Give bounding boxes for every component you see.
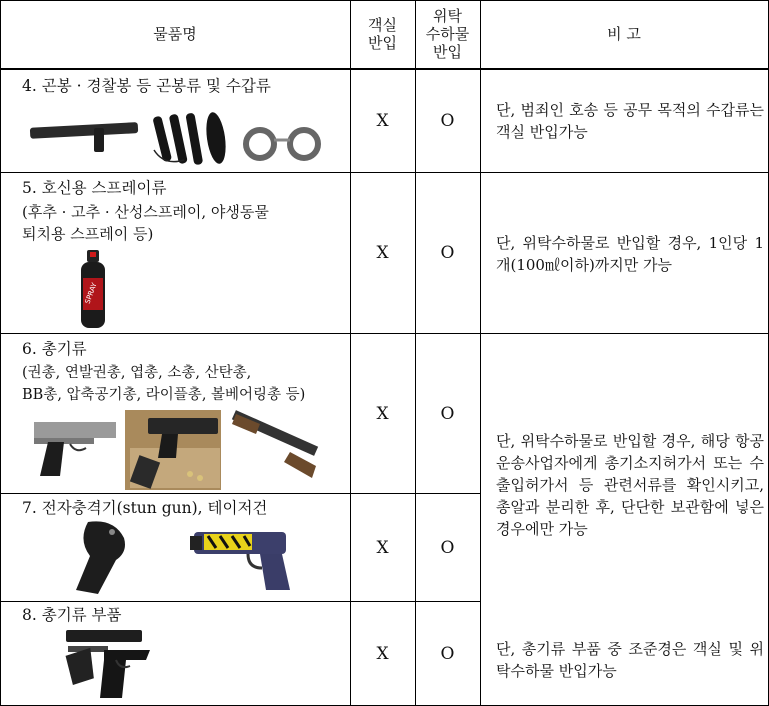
row-5-title: 5. 호신용 스프레이류 bbox=[22, 179, 167, 197]
row-8-cabin: X bbox=[376, 643, 389, 664]
row-5-note: 단, 위탁수하물로 반입할 경우, 1인당 1개(100㎖이하)까지만 가능 bbox=[496, 234, 764, 274]
row-6-checked: O bbox=[440, 403, 455, 424]
header-cabin-line2: 반입 bbox=[368, 34, 397, 52]
row-6-title: 6. 총기류 bbox=[22, 340, 87, 358]
firearms-stun-gun-note: 단, 위탁수하물로 반입할 경우, 해당 항공운송사업자에게 총기소지허가서 또는 수출입허가서 등 관련서류를 확인시키고, 총알과 분리한 후, 단단한 보관함에 넣은 경우에만 가능 bbox=[496, 432, 764, 538]
header-checked-line2: 수하물 bbox=[425, 25, 470, 43]
baton-and-handcuffs-image bbox=[28, 110, 328, 172]
header-remarks: 비 고 bbox=[607, 25, 641, 43]
row-7-cabin: X bbox=[376, 537, 389, 558]
table-border-left bbox=[0, 0, 1, 706]
row-6-subtitle: (권총, 연발권총, 엽총, 소총, 산탄총, BB총, 압축공기총, 라이플총, 볼베어링총 등) bbox=[22, 365, 306, 403]
header-item: 물품명 bbox=[153, 25, 197, 43]
row-5-checked: O bbox=[440, 243, 455, 263]
firearms-image bbox=[30, 408, 350, 492]
row-8-title: 8. 총기류 부품 bbox=[22, 606, 122, 624]
header-cabin-line1: 객실 bbox=[368, 16, 397, 34]
firearm-parts-image bbox=[60, 628, 160, 702]
taser-image bbox=[190, 528, 300, 594]
row-5-subtitle: (후추 · 고추 · 산성스프레이, 야생동물 퇴치용 스프레이 등) bbox=[22, 203, 269, 243]
spray-label: SPRAY bbox=[83, 281, 99, 305]
header-checked-line1: 위탁 bbox=[433, 7, 462, 25]
row-4-title: 4. 곤봉 · 경찰봉 등 곤봉류 및 수갑류 bbox=[22, 77, 271, 95]
row-5-cabin: X bbox=[376, 243, 389, 263]
row-4-note: 단, 범죄인 호송 등 공무 목적의 수갑류는 객실 반입가능 bbox=[496, 101, 764, 141]
row-8-checked: O bbox=[440, 643, 455, 664]
row-8-note: 단, 총기류 부품 중 조준경은 객실 및 위탁수하물 반입가능 bbox=[496, 640, 764, 680]
row-4-checked: O bbox=[440, 111, 455, 131]
pepper-spray-image bbox=[78, 248, 108, 330]
row-7-checked: O bbox=[440, 537, 455, 558]
column-divider bbox=[480, 0, 481, 706]
stun-gun-image bbox=[66, 520, 130, 600]
row-7-title: 7. 전자충격기(stun gun), 테이저건 bbox=[22, 499, 268, 517]
row-6-cabin: X bbox=[376, 403, 389, 424]
header-checked-line3: 반입 bbox=[433, 43, 462, 61]
header-cabin bbox=[350, 0, 415, 68]
header-checked bbox=[415, 0, 480, 68]
row-4-cabin: X bbox=[376, 111, 389, 131]
